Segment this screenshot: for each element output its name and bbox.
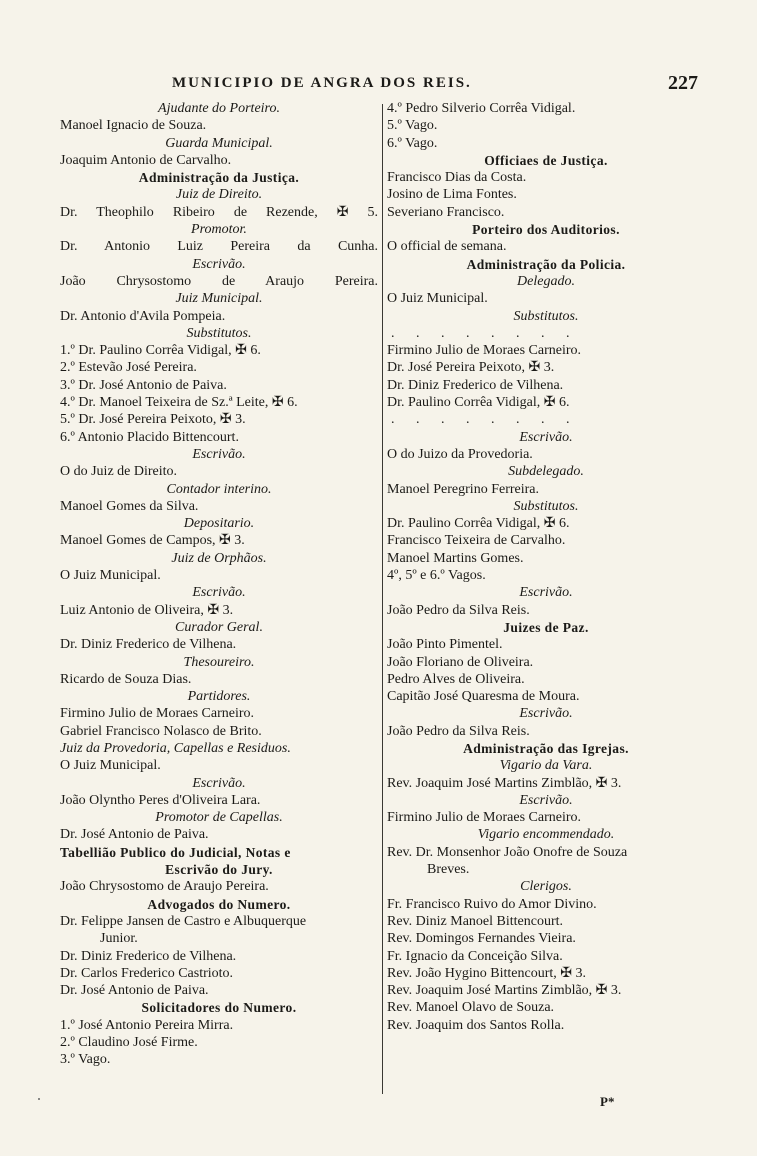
entry-line: 4.º Pedro Silverio Corrêa Vidigal. (387, 101, 576, 116)
print-speck (38, 1098, 40, 1100)
entry-line: Fr. Francisco Ruivo do Amor Divino. (387, 896, 597, 912)
office-heading: Depositario. (183, 516, 255, 532)
entry-line: Francisco Teixeira de Carvalho. (387, 533, 566, 549)
entry-line: João Pedro da Silva Reis. (387, 723, 530, 739)
page-header (60, 72, 700, 98)
leader-dots: . . . . . . . . (391, 325, 579, 341)
entry-line: Breves. (427, 862, 470, 878)
leader-dots: . . . . . . . . (391, 412, 579, 428)
section-heading: Administração das Igrejas. (463, 740, 629, 756)
entry-line: Rev. Joaquim José Martins Zimblão, ✠ 3. (387, 775, 622, 791)
section-heading: Administração da Policia. (466, 256, 626, 272)
entry-line: Rev. Joaquim dos Santos Rolla. (387, 1017, 565, 1033)
entry-line: Dr. Antonio d'Avila Pompeia. (60, 308, 226, 324)
entry-line: Manoel Martins Gomes. (387, 550, 524, 566)
entry-line: Francisco Dias da Costa. (387, 170, 527, 186)
entry-line: João Pedro da Silva Reis. (387, 602, 530, 618)
entry-line: O do Juiz de Direito. (60, 464, 178, 480)
office-heading: Escrivão. (519, 585, 573, 601)
office-heading: Ajudante do Porteiro. (158, 101, 280, 116)
entry-line: Juiz da Provedoria, Capellas e Residuos. (60, 740, 291, 756)
entry-line: Firmino Julio de Moraes Carneiro. (387, 810, 582, 826)
entry-line: João Chrysostomo de Araujo Pereira. (60, 879, 269, 895)
office-heading: Partidores. (187, 689, 251, 705)
office-heading: Vigario da Vara. (499, 758, 593, 774)
office-heading: Guarda Municipal. (165, 135, 273, 151)
entry-line: Luiz Antonio de Oliveira, ✠ 3. (60, 602, 234, 618)
office-heading: Contador interino. (166, 481, 272, 497)
entry-line: Manoel Ignacio de Souza. (60, 118, 207, 134)
entry-line: Dr. José Pereira Peixoto, ✠ 3. (387, 360, 555, 376)
office-heading: Substitutos. (186, 325, 252, 341)
entry-line: 1.º Dr. Paulino Corrêa Vidigal, ✠ 6. (60, 343, 261, 359)
entry-line: 5.º Dr. José Pereira Peixoto, ✠ 3. (60, 412, 246, 428)
office-heading: Promotor. (191, 222, 247, 238)
entry-line: Manoel Gomes da Silva. (60, 498, 199, 514)
entry-line: João Pinto Pimentel. (387, 637, 503, 653)
entry-line: Rev. Manoel Olavo de Souza. (387, 1000, 555, 1016)
running-title: MUNICIPIO DE ANGRA DOS REIS. (172, 75, 472, 91)
office-heading: Escrivão. (519, 706, 573, 722)
office-heading: Delegado. (517, 273, 575, 289)
entry-line: Fr. Ignacio da Conceição Silva. (387, 948, 563, 964)
office-heading: Juiz de Direito. (175, 187, 263, 203)
entry-line: Josino de Lima Fontes. (387, 187, 517, 203)
section-heading: Officiaes de Justiça. (484, 152, 608, 168)
section-heading: Porteiro dos Auditorios. (472, 222, 620, 238)
entry-line: Rev. Dr. Monsenhor João Onofre de Souza (387, 844, 628, 860)
right-column (387, 100, 705, 1034)
office-heading: Juiz de Orphãos. (171, 550, 267, 566)
entry-line: Junior. (100, 931, 138, 947)
office-heading: Clerigos. (520, 879, 572, 895)
entry-line: Dr. José Antonio de Paiva. (60, 983, 209, 999)
entry-line: O Juiz Municipal. (387, 291, 488, 307)
office-heading: Escrivão. (519, 792, 573, 808)
entry-line: 6.º Antonio Placido Bittencourt. (60, 429, 239, 445)
entry-line: Dr. Diniz Frederico de Vilhena. (60, 948, 237, 964)
office-heading: Substitutos. (513, 498, 579, 514)
entry-line: 4º, 5º e 6.º Vagos. (387, 568, 486, 584)
office-heading: Subdelegado. (508, 464, 584, 480)
entry-line: Gabriel Francisco Nolasco de Brito. (60, 723, 262, 739)
entry-line: 4.º Dr. Manoel Teixeira de Sz.ª Leite, ✠ 6. (60, 395, 298, 411)
section-heading: Administração da Justiça. (138, 170, 300, 186)
entry-line: Manoel Peregrino Ferreira. (387, 481, 539, 497)
office-heading: Promotor de Capellas. (155, 810, 283, 826)
office-heading: Escrivão. (192, 775, 246, 791)
entry-line: O official de semana. (387, 239, 507, 255)
office-heading: Juiz Municipal. (175, 291, 263, 307)
entry-line: Dr. Felippe Jansen de Castro e Albuquerque (60, 913, 307, 929)
section-heading: Escrivão do Jury. (165, 862, 273, 878)
entry-line: 2.º Claudino José Firme. (60, 1035, 198, 1051)
entry-line: 3.º Vago. (60, 1052, 111, 1068)
office-heading: Vigario encommendado. (477, 827, 615, 843)
entry-line: O Juiz Municipal. (60, 568, 161, 584)
office-heading: Escrivão. (192, 446, 246, 462)
entry-line: O Juiz Municipal. (60, 758, 161, 774)
section-heading: Tabellião Publico do Judicial, Notas e (60, 844, 291, 860)
office-heading: Escrivão. (192, 256, 246, 272)
entry-line: O do Juizo da Provedoria. (387, 446, 533, 462)
entry-line: Rev. Domingos Fernandes Vieira. (387, 931, 576, 947)
entry-line: Severiano Francisco. (387, 204, 505, 220)
entry-line: Dr. Diniz Frederico de Vilhena. (60, 637, 237, 653)
signature-mark: P* (600, 1094, 615, 1109)
office-heading: Thesoureiro. (183, 654, 255, 670)
entry-line: Dr. Paulino Corrêa Vidigal, ✠ 6. (387, 516, 570, 532)
entry-line: 2.º Estevão José Pereira. (60, 360, 197, 376)
entry-line: Ricardo de Souza Dias. (60, 671, 192, 687)
entry-line: Pedro Alves de Oliveira. (387, 671, 525, 687)
entry-line: 5.º Vago. (387, 118, 438, 134)
entry-line: Firmino Julio de Moraes Carneiro. (387, 343, 582, 359)
entry-line: João Chrysostomo de Araujo Pereira. (60, 273, 378, 289)
entry-line: Rev. Diniz Manoel Bittencourt. (387, 913, 563, 929)
entry-line: João Olyntho Peres d'Oliveira Lara. (60, 792, 261, 808)
office-heading: Substitutos. (513, 308, 579, 324)
entry-line: Dr. Carlos Frederico Castrioto. (60, 965, 234, 981)
entry-line: Joaquim Antonio de Carvalho. (60, 152, 232, 168)
entry-line: 3.º Dr. José Antonio de Paiva. (60, 377, 227, 393)
entry-line: Dr. Diniz Frederico de Vilhena. (387, 377, 564, 393)
office-heading: Escrivão. (192, 585, 246, 601)
entry-line: Dr. Antonio Luiz Pereira da Cunha. (60, 239, 378, 255)
section-heading: Advogados do Numero. (147, 896, 291, 912)
office-heading: Escrivão. (519, 429, 573, 445)
entry-line: Capitão José Quaresma de Moura. (387, 689, 580, 705)
entry-line: Rev. Joaquim José Martins Zimblão, ✠ 3. (387, 983, 622, 999)
office-heading: Curador Geral. (175, 619, 263, 635)
column-divider (382, 104, 383, 1094)
entry-line: Manoel Gomes de Campos, ✠ 3. (60, 533, 245, 549)
page-number: 227 (668, 72, 698, 94)
entry-line: 1.º José Antonio Pereira Mirra. (60, 1017, 234, 1033)
section-heading: Juizes de Paz. (503, 619, 589, 635)
entry-line: Dr. José Antonio de Paiva. (60, 827, 209, 843)
entry-line: Rev. João Hygino Bittencourt, ✠ 3. (387, 965, 587, 981)
section-heading: Solicitadores do Numero. (141, 1000, 297, 1016)
left-column (60, 100, 378, 1069)
entry-line: 6.º Vago. (387, 135, 438, 151)
entry-line: Dr. Paulino Corrêa Vidigal, ✠ 6. (387, 395, 570, 411)
entry-line: Firmino Julio de Moraes Carneiro. (60, 706, 255, 722)
entry-line: João Floriano de Oliveira. (387, 654, 534, 670)
entry-line: Dr. Theophilo Ribeiro de Rezende, ✠ 5. (60, 204, 378, 220)
